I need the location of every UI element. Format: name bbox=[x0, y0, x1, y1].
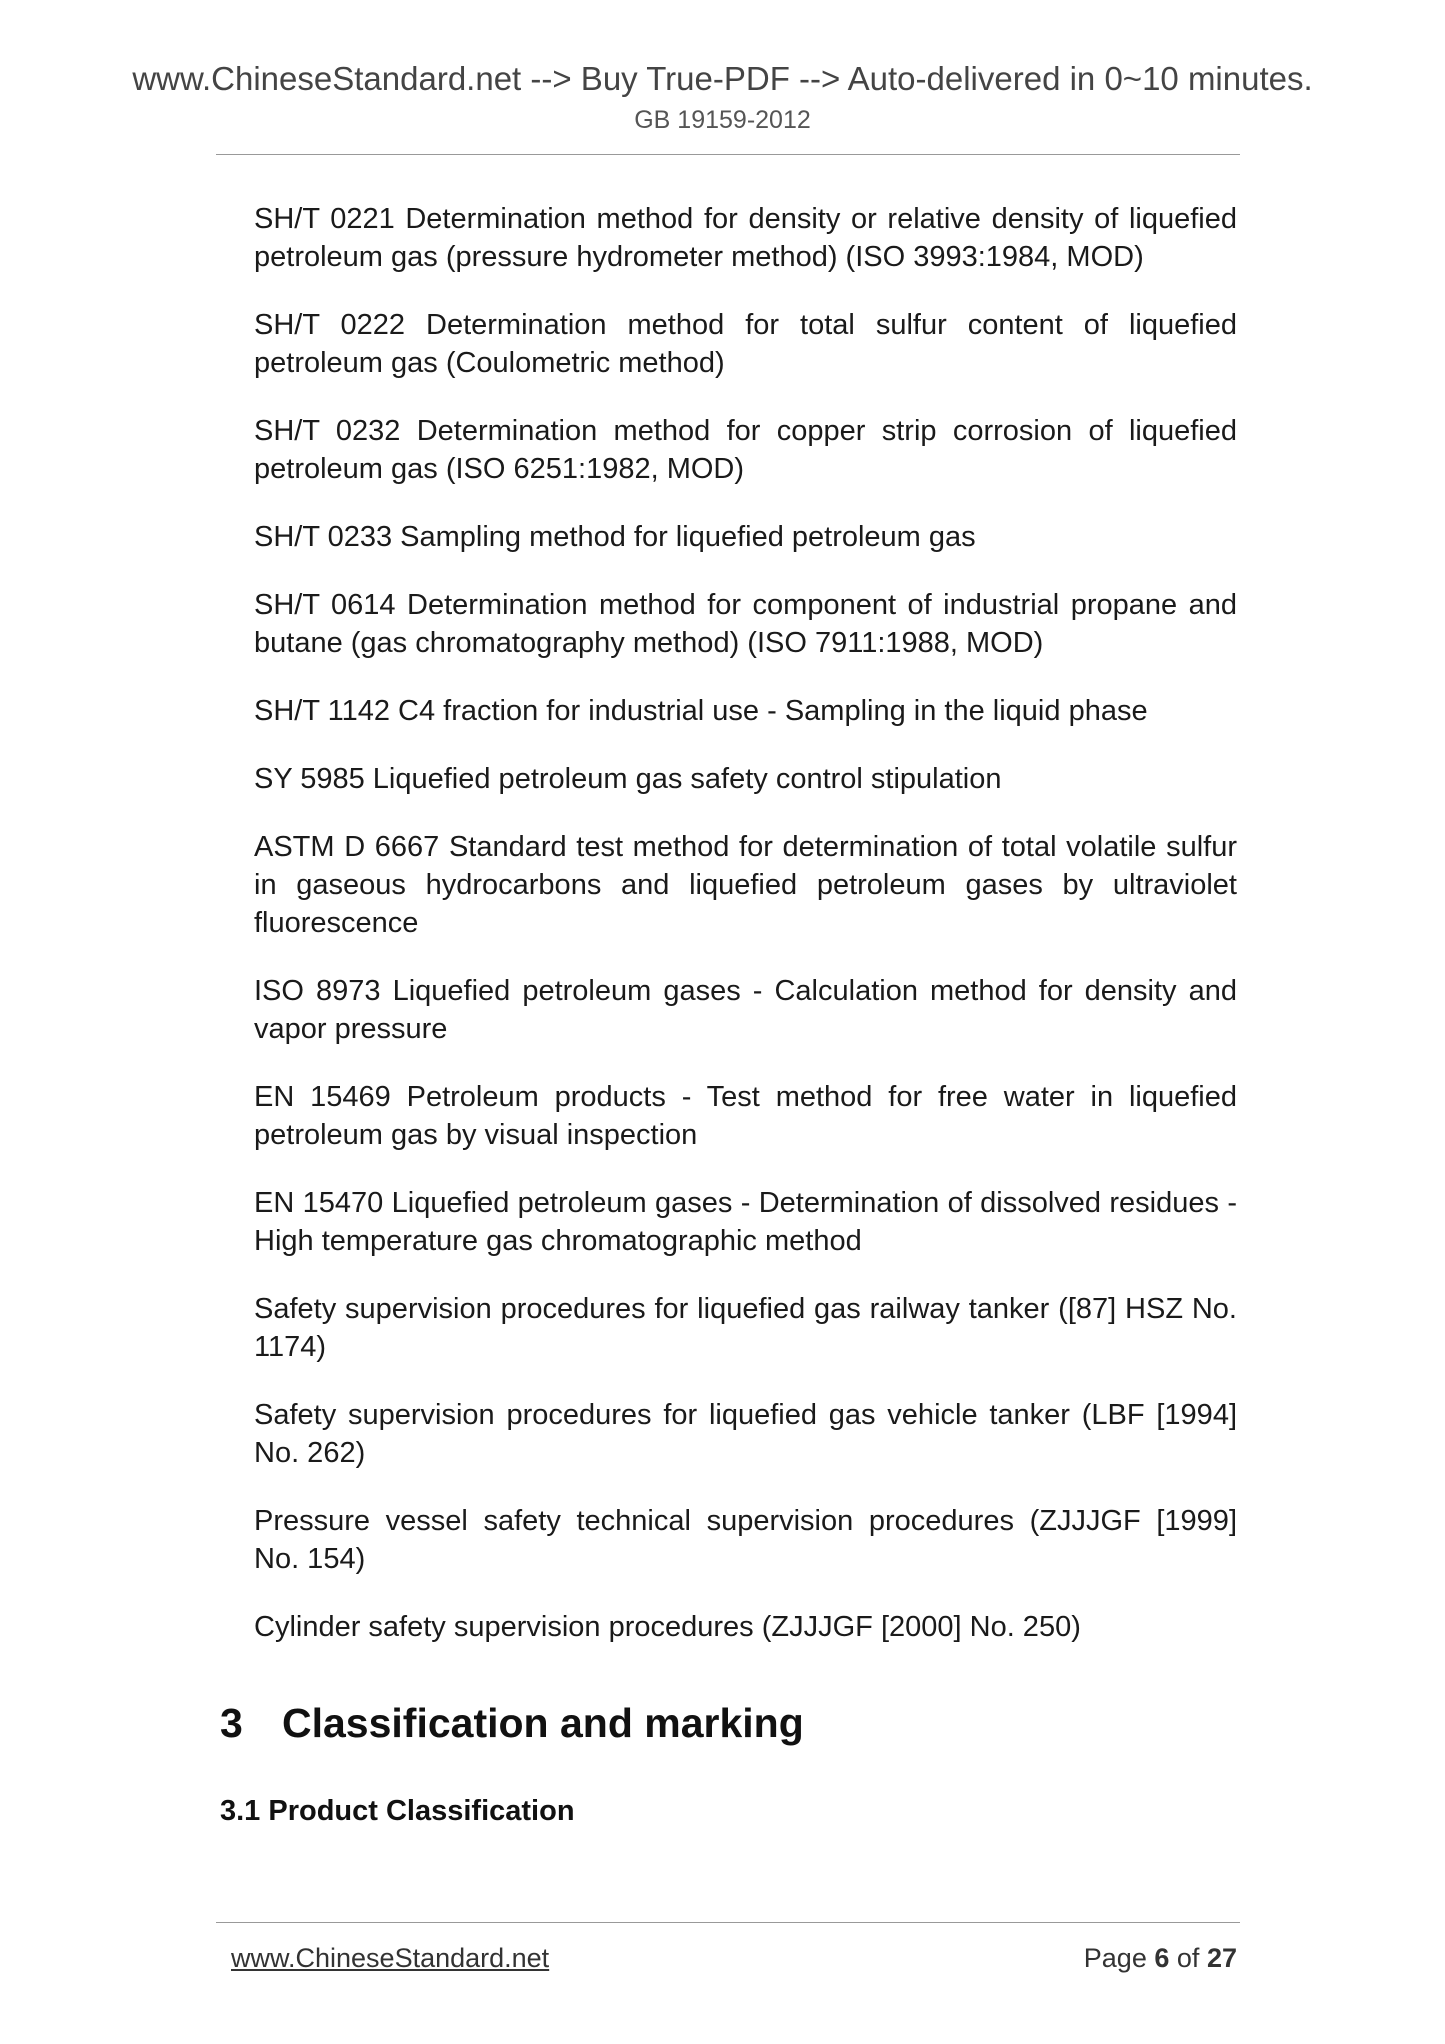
footer-divider bbox=[216, 1922, 1240, 1923]
subsection-heading: 3.1 Product Classification bbox=[220, 1795, 575, 1827]
footer-website-link[interactable]: www.ChineseStandard.net bbox=[231, 1943, 550, 1973]
reference-item: SH/T 0222 Determination method for total sulfur content of liquefied petroleum gas (Coulometric method) bbox=[254, 309, 1237, 379]
total-pages-number: 27 bbox=[1206, 1943, 1237, 1973]
page-indicator bbox=[1084, 1940, 1237, 1976]
header-divider bbox=[216, 154, 1240, 155]
reference-item: Safety supervision procedures for liquefied gas vehicle tanker (LBF [1994] No. 262) bbox=[254, 1399, 1237, 1469]
reference-item: SH/T 0232 Determination method for copper strip corrosion of liquefied petroleum gas (ISO 6251:1982, MOD) bbox=[254, 415, 1237, 485]
current-page-number: 6 bbox=[1154, 1943, 1170, 1973]
section-heading bbox=[220, 1696, 804, 1750]
reference-item: SH/T 1142 C4 fraction for industrial use - Sampling in the liquid phase bbox=[254, 695, 1148, 727]
page-of-label: of bbox=[1176, 1943, 1200, 1973]
section-title: Classification and marking bbox=[282, 1700, 804, 1746]
reference-item: Pressure vessel safety technical supervision procedures (ZJJJGF [1999] No. 154) bbox=[254, 1505, 1237, 1575]
reference-item: SH/T 0221 Determination method for density or relative density of liquefied petroleum gas (pressure hydrometer method) (ISO 3993:1984, MOD) bbox=[254, 203, 1237, 273]
document-id: GB 19159-2012 bbox=[634, 106, 811, 134]
reference-item: EN 15470 Liquefied petroleum gases - Determination of dissolved residues - High temperature gas chromatographic method bbox=[254, 1187, 1237, 1257]
reference-item: Cylinder safety supervision procedures (ZJJJGF [2000] No. 250) bbox=[254, 1611, 1081, 1643]
reference-item: EN 15469 Petroleum products - Test method for free water in liquefied petroleum gas by visual inspection bbox=[254, 1081, 1237, 1151]
reference-item: SH/T 0233 Sampling method for liquefied petroleum gas bbox=[254, 521, 976, 553]
reference-item: SH/T 0614 Determination method for component of industrial propane and butane (gas chromatography method) (ISO 7911:1988, MOD) bbox=[254, 589, 1237, 659]
page-label: Page bbox=[1083, 1943, 1147, 1973]
header-banner: www.ChineseStandard.net --> Buy True-PDF --> Auto-delivered in 0~10 minutes. bbox=[132, 60, 1313, 97]
reference-item: ISO 8973 Liquefied petroleum gases - Calculation method for density and vapor pressure bbox=[254, 975, 1237, 1045]
reference-item: SY 5985 Liquefied petroleum gas safety control stipulation bbox=[254, 763, 1002, 795]
section-number: 3 bbox=[220, 1700, 243, 1746]
reference-item: Safety supervision procedures for liquefied gas railway tanker ([87] HSZ No. 1174) bbox=[254, 1293, 1237, 1363]
normative-references-list bbox=[254, 200, 1237, 1676]
reference-item: ASTM D 6667 Standard test method for determination of total volatile sulfur in gaseous hydrocarbons and liquefied petroleum gases by ultraviolet fluorescence bbox=[254, 831, 1237, 939]
